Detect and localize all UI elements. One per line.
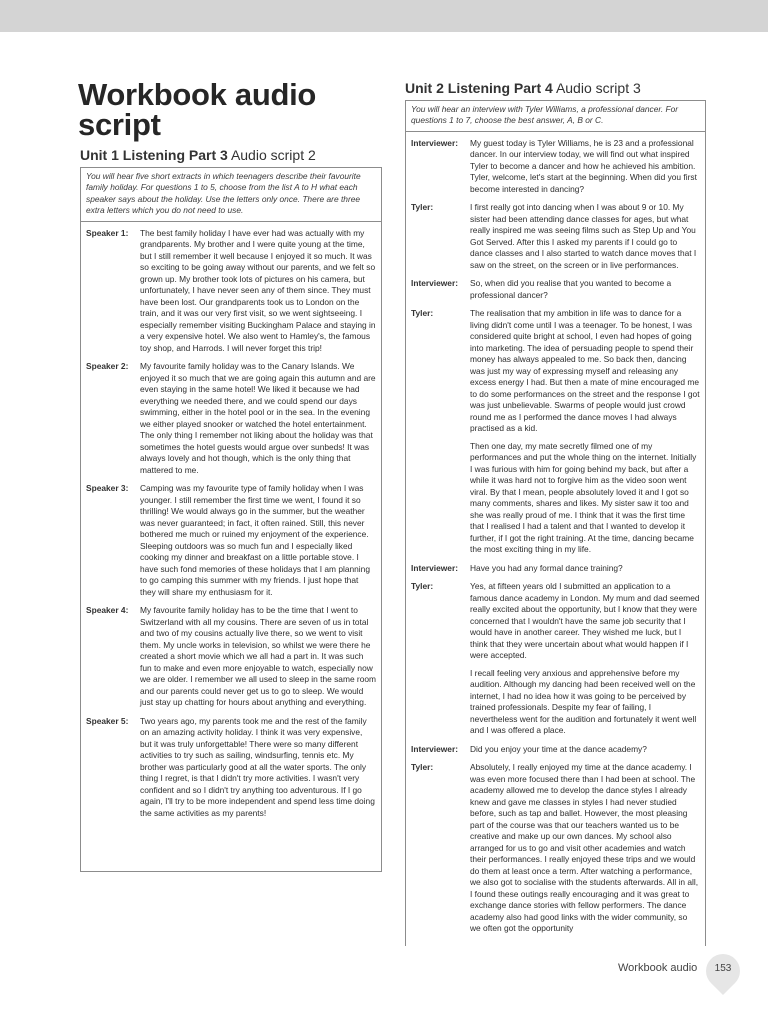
turn-text [470, 581, 700, 737]
turn-paragraph: My guest today is Tyler Williams, he is 23 and a professional dancer. In our interview today, we will find out what inspired Tyler to become a dancer and how he achieved his ambition. Tyler, welcome, let's start at the beginning. When did you first become interested in dancing? [470, 137, 697, 194]
interview-turn [411, 202, 700, 271]
interview-turn [411, 744, 700, 756]
turn-text [470, 762, 700, 935]
turn-text [470, 202, 700, 271]
interview-turn [411, 138, 700, 196]
turn-text [470, 308, 700, 556]
turn-label: Tyler: [411, 202, 434, 213]
unit2-heading-bold: Unit 2 Listening Part 4 [405, 80, 553, 96]
turn-paragraph: I recall feeling very anxious and apprehensive before my audition. Although my dancing had been received well on the internet, I had no idea how it was going to be perceived by trained professionals. Despite my fear of failing, I nevertheless went for the audition and fortunately it went well and I was offered a place. [470, 667, 697, 736]
turn-text [470, 744, 700, 756]
top-bar [0, 0, 768, 32]
turn-paragraph: I first really got into dancing when I was about 9 or 10. My sister had been attending dance classes for ages, but what really inspired me was seeing films such as Step Up and You Got Served. After this I asked my parents if I could go to dance classes and I also started to watch dance moves that I saw on the street, on the screen or in live performances. [470, 202, 697, 270]
unit2-heading-sub: Audio script 3 [555, 80, 641, 96]
turn-label: Interviewer: [411, 743, 459, 754]
speaker-label: Speaker 5: [86, 715, 129, 726]
unit1-heading [80, 147, 316, 163]
turn-label: Tyler: [411, 581, 434, 592]
turn-text [470, 138, 700, 196]
turn-label: Tyler: [411, 762, 434, 773]
unit1-heading-bold: Unit 1 Listening Part 3 [80, 147, 228, 163]
speaker-text: My favourite family holiday was to the Canary Islands. We enjoyed it so much that we are going again this autumn and are even staying in the same hotel! We liked it because we had everything we needed there, and we could spend our days swimming, either in the hotel pool or in the sea. In the evening we either played snooker or watched the hotel entertainment. The only thing I remember not liking about the holiday was that sometimes the hotel guests would argue over sunbeds! It was always lovely and hot though, which is the only thing that mattered to me. [140, 361, 376, 475]
turn-label: Tyler: [411, 308, 434, 319]
speaker-text: Camping was my favourite type of family holiday when I was younger. I still remember the first time we went, I found it so thrilling! We would always go in the summer, but the weather was never guaranteed; in fact, it often rained. Still, this never bothered me much or ruined my enjoyment of the experience. Sleeping outdoors was so much fun and I especially liked cooking my dinner and breakfast on a little portable stove. I have such fond memories of these holidays that I am planning to go camping this summer with my friends. I just hope that they will share my enthusiasm for it. [140, 483, 370, 597]
turn-paragraph: So, when did you realise that you wanted to become a professional dancer? [470, 278, 672, 300]
speaker-text: The best family holiday I have ever had was actually with my grandparents. My brother and I were quite young at the time, but I still remember it well because I enjoyed it so much. It was so exciting to be going away without our parents, and we felt so grown up. My brother took lots of pictures on his camera, but unfortunately, I have never seen any of them since. They must have been lost. Our grandparents took us to London on the train, and it was our very first visit, so we went sightseeing. I especially remember visiting Buckingham Palace and staying in a very expensive hotel. We also went to Hamley's, the famous toy shop, and Harrods. I will never forget this trip! [140, 227, 376, 353]
interview-turn [411, 581, 700, 737]
turn-label: Interviewer: [411, 562, 459, 573]
turn-paragraph: Yes, at fifteen years old I submitted an application to a famous dance academy in London. My mum and dad seemed really excited about the opportunity, but I know that they were concerned that I wouldn't have the same job security that I would have in another career. They wished me luck, but I think that they were uncertain about what would happen if I were accepted. [470, 581, 700, 661]
speaker-label: Speaker 1: [86, 227, 129, 238]
turn-paragraph: The realisation that my ambition in life was to dance for a living didn't come until I was a teenager. To be honest, I was considered quite bright at school, I even had hopes of going into marketing. The idea of persuading people to spend their money has always appealed to me. So back then, dancing was just my way of expressing myself and releasing any excess energy I had. But then a mate of mine encouraged me to do some performances on the street and the response I got was just unbelievable. Swarms of people would just crowd round me as I performed the dance moves I had always practised as a kid. [470, 308, 700, 434]
turn-paragraph: Then one day, my mate secretly filmed one of my performances and put the whole thing on the internet. Initially I was furious with him for going behind my back, but after a while it was hard not to forgive him as the video soon went viral. By that I mean, people absolutely loved it and I got so many comments, shares and likes. My sister saw it too and she was really proud of me. I think that it was the first time that I realised I had a talent and that I wanted to develop it further, if I got the right training. At the time, dancing became the most exciting thing in my life. [470, 440, 697, 555]
unit2-heading [405, 80, 641, 96]
speaker-label: Speaker 3: [86, 483, 129, 494]
page-number: 153 [714, 963, 732, 974]
page-title: Workbook audio script [78, 77, 317, 142]
speaker-3 [86, 483, 376, 598]
turn-label: Interviewer: [411, 137, 459, 148]
interview-turn [411, 308, 700, 556]
turn-text [470, 278, 700, 301]
footer-label: Workbook audio [618, 962, 698, 974]
speaker-text: Two years ago, my parents took me and the rest of the family on an amazing activity holiday. I think it was very expensive, but it was truly unforgettable! There were so many different activities to try such as sailing, windsurfing, tennis etc. My brother was particularly good at all the water sports. The only thing I regret, is that I didn't try more activities. I wasn't very confident and so I didn't try anything too adventurous. If I go again, I'll try to be more independent and spend less time doing the same activities as my parents! [140, 715, 375, 818]
turn-paragraph: Absolutely, I really enjoyed my time at the dance academy. I was even more focused there than I had been at school. The academy allowed me to develop the dance styles I already knew and gave me classes in styles I had never studied before, such as tap and ballet. However, the most pleasing part of the course was that our teachers wanted us to be creative and make up our own dances. My school also arranged for us to go and visit other academies and watch their performances. I really enjoyed these trips and we would do them at least once a term. After watching a performance, we also got to socialise with the students afterwards. All in all, I found these outings really encouraging and it was great to exchange dance stories with fellow performers. The dance academy also had good links with the wider community, so we often got the opportunity [470, 762, 699, 934]
interview-turn [411, 762, 700, 935]
unit2-script-box [405, 100, 706, 946]
interview-turn [411, 278, 700, 301]
unit2-intro: You will hear an interview with Tyler Williams, a professional dancer. For questions 1 to 7, choose the best answer, A, B or C. [406, 101, 705, 132]
speaker-2 [86, 361, 376, 476]
unit1-heading-sub: Audio script 2 [230, 147, 316, 163]
speaker-1 [86, 228, 376, 355]
speaker-text: My favourite family holiday has to be the time that I went to Switzerland with all my cousins. There are seven of us in total and two of my cousins actually live there, so we went to visit them. My uncle works in television, so whilst we were there he created a short movie which we all had a part in. It was such fun to make and even more enjoyable to watch, especially now we are older. I remember we all used to sleep in the same room and our parents could never get us to go to sleep. We would just stay up chatting for hours about anything and everything. [140, 605, 377, 708]
turn-label: Interviewer: [411, 278, 459, 289]
unit1-script-box [80, 167, 382, 872]
interview-turn [411, 563, 700, 575]
speaker-label: Speaker 2: [86, 361, 129, 372]
speaker-5 [86, 716, 376, 820]
unit1-intro: You will hear five short extracts in which teenagers describe their favourite family holiday. For questions 1 to 5, choose from the list A to H what each speaker says about the holiday. Use the letters only once. There are three extra letters which you do not need to use. [81, 168, 381, 222]
turn-paragraph: Have you had any formal dance training? [470, 562, 623, 573]
speaker-label: Speaker 4: [86, 605, 129, 616]
turn-text [470, 563, 700, 575]
turn-paragraph: Did you enjoy your time at the dance academy? [470, 743, 647, 754]
speaker-4 [86, 605, 376, 709]
